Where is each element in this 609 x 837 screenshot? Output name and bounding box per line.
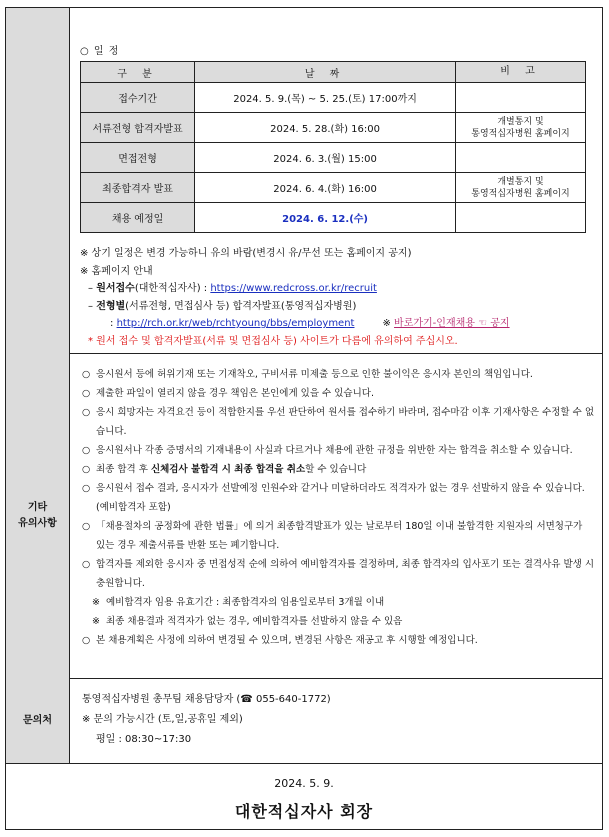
item-text: 할 수 있습니다 <box>305 464 367 475</box>
note-warning: * 원서 접수 및 합격자발표(서류 및 면접심사 등) 사이트가 다름에 유의하여 주십시오. <box>88 335 458 347</box>
caution-label: 기타 유의사항 <box>6 353 70 678</box>
caution-subitem <box>82 612 594 631</box>
bullet: ○ <box>82 369 91 380</box>
item-text: 응시 희망자는 자격요건 등이 적합한지를 우선 판단하여 원서를 접수하기 바라며, 접수마감 이후 기재사항은 수정할 수 없습니다. <box>96 407 594 437</box>
item-text-bold: 신체검사 불합격 시 최종 합격을 취소 <box>150 464 306 475</box>
colon: : <box>110 318 117 329</box>
row-category: 서류전형 합격자발표 <box>81 113 195 143</box>
item-text: 응시원서나 각종 증명서의 기재내용이 사실과 다르거나 채용에 관한 규정을 위반한 자는 합격을 취소할 수 있습니다. <box>96 445 573 456</box>
caution-list <box>82 365 594 650</box>
shortcut-link[interactable]: 바로가기-인재채용 ☜ 공지 <box>394 318 510 329</box>
ref-mark: ※ <box>92 616 100 627</box>
bullet: ○ <box>82 635 91 646</box>
contact-info <box>82 690 331 750</box>
bullet: ○ <box>82 407 91 418</box>
bullet: ○ <box>82 521 91 532</box>
dash: – <box>88 283 97 294</box>
contact-section <box>6 678 602 764</box>
caution-item <box>82 384 594 403</box>
contact-label: 문의처 <box>6 678 70 763</box>
header-category: 구 분 <box>81 62 195 83</box>
dash: – <box>88 300 97 312</box>
caution-item <box>82 479 594 517</box>
contact-person: 통영적십자병원 총무팀 채용담당자 (☎ 055-640-1772) <box>82 694 331 705</box>
note-result-line <box>80 298 510 316</box>
item-text: 제출한 파일이 열리지 않을 경우 책임은 본인에게 있을 수 있습니다. <box>96 388 374 399</box>
schedule-row <box>81 203 586 233</box>
caution-section <box>6 353 602 679</box>
caution-item <box>82 460 594 479</box>
row-note: 개별통지 및 통영적십자병원 홈페이지 <box>456 173 586 203</box>
row-category: 최종합격자 발표 <box>81 173 195 203</box>
row-note: 개별통지 및 통영적십자병원 홈페이지 <box>456 113 586 143</box>
row-date-highlight: 2024. 6. 12.(수) <box>195 203 456 233</box>
item-text: 응시원서 접수 결과, 응시자가 선발예정 인원수와 같거나 미달하더라도 적격자가 없는 경우 선발하지 않을 수 있습니다. (예비합격자 포함) <box>96 483 585 513</box>
row-date: 2024. 5. 28.(화) 16:00 <box>195 113 456 143</box>
row-date: 2024. 6. 3.(월) 15:00 <box>195 143 456 173</box>
item-text: 본 채용계획은 사정에 의하여 변경될 수 있으며, 변경된 사항은 재공고 후 시행할 예정입니다. <box>96 635 478 646</box>
item-text: 응시원서 등에 허위기재 또는 기재착오, 구비서류 미제출 등으로 인한 불이익은 응시자 본인의 책임입니다. <box>96 369 533 380</box>
ref-mark: ※ <box>92 597 100 608</box>
schedule-row <box>81 173 586 203</box>
schedule-row <box>81 83 586 113</box>
caution-subitem <box>82 593 594 612</box>
row-date: 2024. 6. 4.(화) 16:00 <box>195 173 456 203</box>
row-note <box>456 143 586 173</box>
schedule-table <box>80 61 586 233</box>
schedule-content <box>70 8 602 353</box>
row-category: 면접전형 <box>81 143 195 173</box>
item-text: 최종 합격 후 <box>96 464 151 475</box>
apply-org: (대한적십자사) : <box>134 283 211 294</box>
note-result-link-line <box>80 315 510 333</box>
item-text: 최종 채용결과 적격자가 없는 경우, 예비합격자를 선발하지 않을 수 있음 <box>106 616 403 627</box>
schedule-row <box>81 143 586 173</box>
result-label: 전형별 <box>96 300 126 312</box>
caution-item <box>82 631 594 650</box>
row-category: 접수기간 <box>81 83 195 113</box>
star-mark: ※ <box>382 318 395 329</box>
schedule-header-row <box>81 62 586 83</box>
item-text: 합격자를 제외한 응시자 중 면접성적 순에 의하여 예비합격자를 결정하며, 최종 합격자의 입사포기 또는 결격사유 발생 시 충원합니다. <box>96 559 594 589</box>
item-text: 예비합격자 임용 유효기간 : 최종합격자의 임용일로부터 3개월 이내 <box>106 597 385 608</box>
result-desc: (서류전형, 면접심사 등) 합격자발표(통영적십자병원) <box>125 300 357 312</box>
caution-item <box>82 555 594 593</box>
row-date: 2024. 5. 9.(목) ~ 5. 25.(토) 17:00까지 <box>195 83 456 113</box>
contact-hours-note: ※ 문의 가능시간 (토,일,공휴일 제외) <box>82 714 243 725</box>
bullet: ○ <box>82 445 91 456</box>
caution-item <box>82 365 594 384</box>
contact-content <box>70 678 602 763</box>
result-link[interactable]: http://rch.or.kr/web/rchtyoung/bbs/employment <box>116 318 355 329</box>
caution-item <box>82 441 594 460</box>
note-change: ※ 상기 일정은 변경 가능하니 유의 바람(변경시 유/무선 또는 홈페이지 공지) <box>80 248 412 259</box>
schedule-section <box>6 8 602 354</box>
contact-hours: 평일 : 08:30~17:30 <box>96 734 192 745</box>
notice-footer <box>6 763 602 829</box>
note-apply-line <box>80 280 510 298</box>
schedule-row <box>81 113 586 143</box>
header-date: 날 짜 <box>195 62 456 83</box>
item-text: 「채용절차의 공정화에 관한 법률」에 의거 최종합격발표가 있는 날로부터 180일 이내 불합격한 지원자의 서면청구가 있는 경우 제출서류를 반환 또는 폐기합니다. <box>96 521 583 551</box>
apply-link[interactable]: https://www.redcross.or.kr/recruit <box>210 283 377 294</box>
bullet: ○ <box>82 388 91 399</box>
bullet: ○ <box>82 464 91 475</box>
schedule-title: ○ 일 정 <box>80 46 120 57</box>
notice-frame <box>5 7 603 830</box>
apply-label: 원서접수 <box>96 283 135 294</box>
caution-item <box>82 517 594 555</box>
bullet: ○ <box>82 559 91 570</box>
header-note: 비 고 <box>456 62 586 83</box>
row-note <box>456 203 586 233</box>
schedule-label-cell <box>6 8 70 353</box>
row-category: 채용 예정일 <box>81 203 195 233</box>
bullet: ○ <box>82 483 91 494</box>
caution-content <box>70 353 602 678</box>
notice-date: 2024. 5. 9. <box>274 777 334 790</box>
notice-signature: 대한적십자사 회장 <box>234 802 374 821</box>
note-homepage: ※ 홈페이지 안내 <box>80 265 153 277</box>
caution-item <box>82 403 594 441</box>
row-note <box>456 83 586 113</box>
schedule-notes <box>80 245 510 350</box>
